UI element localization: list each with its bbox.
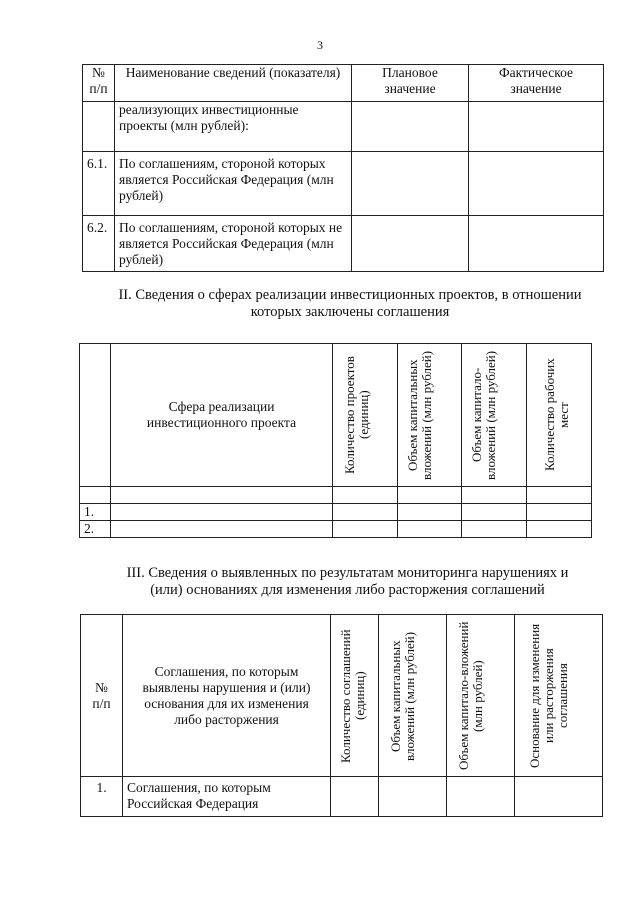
- row-num: 2.: [80, 521, 111, 538]
- section-2-title: II. Сведения о сферах реализации инвестиционных проектов, в отношении которых заключены соглашения: [118, 287, 582, 320]
- table-row: [80, 504, 592, 521]
- row-num: 6.2.: [83, 216, 115, 272]
- header-count-text: Количество проектов (единиц): [342, 356, 371, 474]
- table-row: [81, 777, 603, 817]
- header-count: [333, 344, 398, 487]
- table-row: [83, 102, 604, 152]
- header-capital: [398, 344, 462, 487]
- header-actual: Фактическое значение: [469, 65, 604, 102]
- header-capital2-text: Объем капитало-вложений (млн рублей): [469, 350, 498, 480]
- header-capital2-text: Объем капитало-вложений (млн рублей): [455, 621, 485, 770]
- header-name: Наименование сведений (показателя): [115, 65, 352, 102]
- indicators-table: [82, 64, 604, 272]
- header-jobs: [527, 344, 592, 487]
- table-row: [83, 216, 604, 272]
- header-planned: Плановое значение: [352, 65, 469, 102]
- row-name: По соглашениям, стороной которых является Российская Федерация (млн рублей): [115, 152, 352, 216]
- row-num: [83, 102, 115, 152]
- spheres-table: [79, 343, 592, 538]
- header-agreements: Соглашения, по которым выявлены нарушения и (или) основания для их изменения либо расторжения: [123, 615, 331, 777]
- header-capital-text: Объем капитальных вложений (млн рублей): [387, 630, 417, 761]
- header-capital2: [447, 615, 515, 777]
- table-header-row: [81, 615, 603, 777]
- row-planned: [352, 216, 469, 272]
- header-num-empty: [80, 344, 111, 487]
- header-capital: [379, 615, 447, 777]
- row-num: 1.: [80, 504, 111, 521]
- violations-table: [80, 614, 603, 817]
- header-jobs-text: Количество рабочих мест: [542, 358, 571, 472]
- row-actual: [469, 152, 604, 216]
- header-count: [331, 615, 379, 777]
- table-row: [80, 487, 592, 504]
- header-sphere: Сфера реализации инвестиционного проекта: [111, 344, 333, 487]
- header-num: № п/п: [81, 615, 123, 777]
- row-planned: [352, 102, 469, 152]
- row-text: Соглашения, по которым Российская Федерация: [123, 777, 331, 817]
- table-row: [80, 521, 592, 538]
- row-planned: [352, 152, 469, 216]
- row-name: По соглашениям, стороной которых не является Российская Федерация (млн рублей): [115, 216, 352, 272]
- header-num: № п/п: [83, 65, 115, 102]
- row-name: реализующих инвестиционные проекты (млн рублей):: [115, 102, 352, 152]
- header-capital2: [462, 344, 527, 487]
- row-actual: [469, 216, 604, 272]
- row-actual: [469, 102, 604, 152]
- header-basis: [515, 615, 603, 777]
- row-num: 1.: [81, 777, 123, 817]
- row-num: 6.1.: [83, 152, 115, 216]
- table-header-row: [83, 65, 604, 102]
- section-3-title: III. Сведения о выявленных по результатам мониторинга нарушениях и (или) основаниях для изменения либо расторжения соглашений: [126, 565, 569, 598]
- page-number: 3: [317, 38, 323, 52]
- header-count-text: Количество соглашений (единиц): [337, 628, 367, 763]
- table-header-row: [80, 344, 592, 487]
- header-basis-text: Основание для изменения или расторжения соглашения: [526, 623, 570, 768]
- table-row: [83, 152, 604, 216]
- header-capital-text: Объем капитальных вложений (млн рублей): [404, 350, 434, 480]
